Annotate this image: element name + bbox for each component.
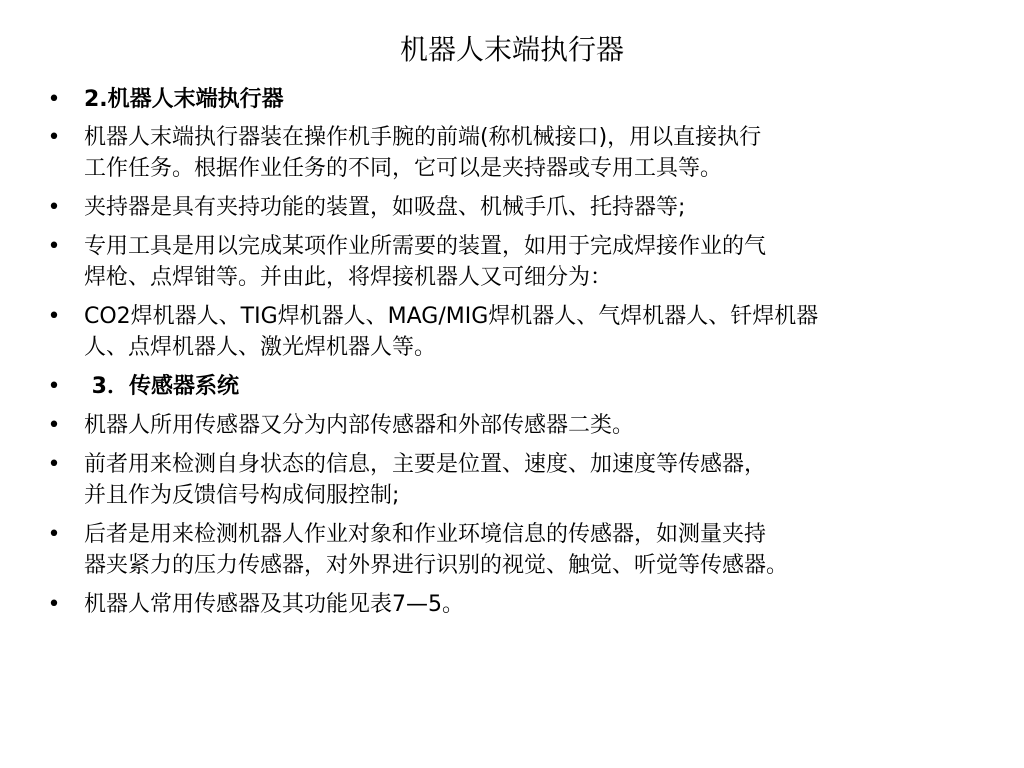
bullet-text: 后者是用来检测机器人作业对象和作业环境信息的传感器，如测量夹持 (84, 522, 767, 547)
bullet-item (44, 231, 1004, 293)
bullet-list (44, 84, 1004, 620)
bullet-icon: • (47, 522, 61, 547)
bullet-item (44, 519, 1004, 581)
bullet-text: 机器人常用传感器及其功能见表7—5。 (84, 592, 464, 617)
bullet-icon: • (47, 234, 61, 259)
bullet-text: 2.机器人末端执行器 (84, 87, 284, 112)
bullet-item (44, 449, 1004, 511)
bullet-text: 焊枪、点焊钳等。并由此，将焊接机器人又可细分为： (84, 265, 613, 290)
bullet-item (44, 84, 1004, 115)
bullet-text: 器夹紧力的压力传感器，对外界进行识别的视觉、触觉、听觉等传感器。 (84, 553, 789, 578)
bullet-icon: • (47, 592, 61, 617)
bullet-text: 前者用来检测自身状态的信息，主要是位置、速度、加速度等传感器， (84, 452, 767, 477)
bullet-icon: • (47, 374, 61, 399)
bullet-text: 夹持器是具有夹持功能的装置，如吸盘、机械手爪、托持器等; (84, 195, 686, 220)
bullet-text: CO2焊机器人、TIG焊机器人、MAG/MIG焊机器人、气焊机器人、钎焊机器 (84, 304, 819, 329)
bullet-text: 专用工具是用以完成某项作业所需要的装置，如用于完成焊接作业的气 (84, 234, 767, 259)
slide-title: 机器人末端执行器 (399, 33, 624, 66)
bullet-icon: • (47, 125, 61, 150)
bullet-item (44, 589, 1004, 620)
bullet-item (44, 410, 1004, 441)
bullet-icon: • (47, 413, 61, 438)
bullet-text: 机器人所用传感器又分为内部传感器和外部传感器二类。 (84, 413, 635, 438)
bullet-item (44, 301, 1004, 363)
bullet-icon: • (47, 452, 61, 477)
bullet-text: 工作任务。根据作业任务的不同，它可以是夹持器或专用工具等。 (84, 156, 723, 181)
bullet-icon: • (47, 87, 61, 112)
bullet-text: 人、点焊机器人、激光焊机器人等。 (84, 335, 437, 360)
bullet-text: 并且作为反馈信号构成伺服控制; (84, 483, 400, 508)
bullet-item (44, 192, 1004, 223)
bullet-icon: • (47, 195, 61, 220)
bullet-text: 机器人末端执行器装在操作机手腕的前端(称机械接口)，用以直接执行 (84, 125, 762, 150)
bullet-item (44, 122, 1004, 184)
bullet-item (44, 371, 1004, 402)
bullet-icon: • (47, 304, 61, 329)
bullet-text: 3．传感器系统 (84, 374, 239, 399)
